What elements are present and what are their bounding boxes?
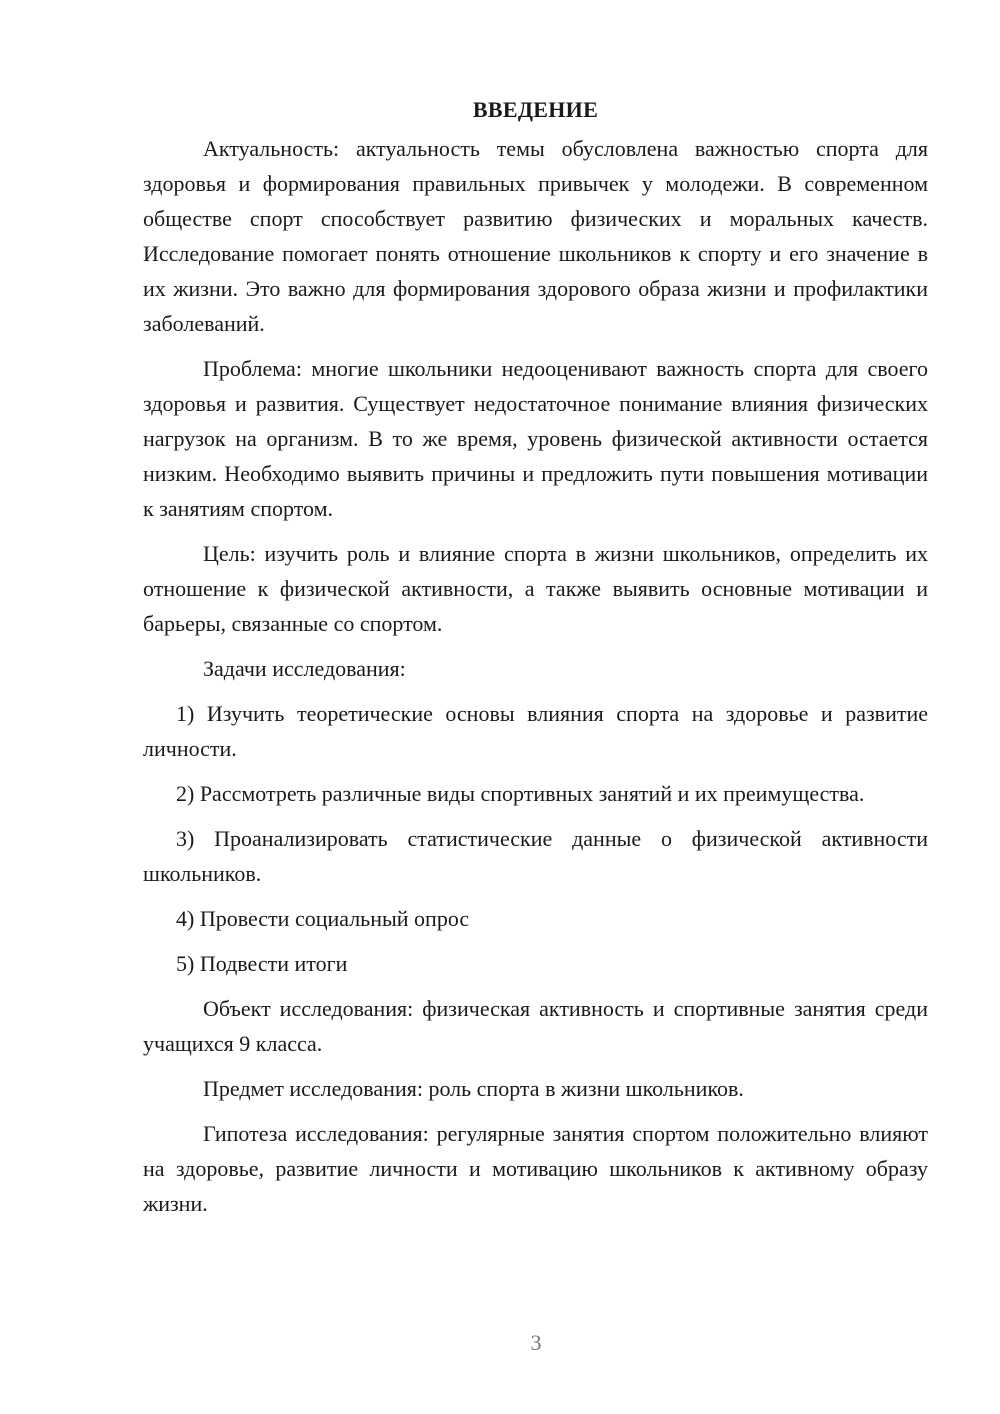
page-content — [143, 92, 928, 1231]
hypothesis-paragraph: Гипотеза исследования: регулярные занятия спортом положительно влияют на здоровье, развитие личности и мотивацию школьников к активному образу жизни. — [143, 1121, 928, 1216]
object-paragraph: Объект исследования: физическая активность и спортивные занятия среди учащихся 9 класса. — [143, 996, 928, 1056]
section-heading: ВВЕДЕНИЕ — [472, 97, 599, 122]
tasks-title: Задачи исследования: — [203, 656, 406, 681]
goal-paragraph: Цель: изучить роль и влияние спорта в жизни школьников, определить их отношение к физической активности, а также выявить основные мотивации и барьеры, связанные со спортом. — [143, 541, 928, 636]
task-item: 3) Проанализировать статистические данные о физической активности школьников. — [143, 826, 928, 886]
problem-paragraph: Проблема: многие школьники недооценивают важность спорта для своего здоровья и развития. Существует недостаточное понимание влияния физических нагрузок на организм. В то же время, уровень физической активности остается низким. Необходимо выявить причины и предложить пути повышения мотивации к занятиям спортом. — [143, 356, 928, 521]
task-item: 4) Провести социальный опрос — [176, 906, 470, 931]
task-item: 1) Изучить теоретические основы влияния спорта на здоровье и развитие личности. — [143, 701, 928, 761]
task-item: 5) Подвести итоги — [176, 951, 348, 976]
relevance-paragraph: Актуальность: актуальность темы обусловлена важностью спорта для здоровья и формирования правильных привычек у молодежи. В современном обществе спорт способствует развитию физических и моральных качеств. Исследование помогает понять отношение школьников к спорту и его значение в их жизни. Это важно для формирования здорового образа жизни и профилактики заболеваний. — [143, 136, 928, 336]
subject-paragraph: Предмет исследования: роль спорта в жизни школьников. — [203, 1076, 744, 1101]
page-number: 3 — [530, 1330, 542, 1355]
task-item: 2) Рассмотреть различные виды спортивных занятий и их преимущества. — [176, 781, 865, 806]
